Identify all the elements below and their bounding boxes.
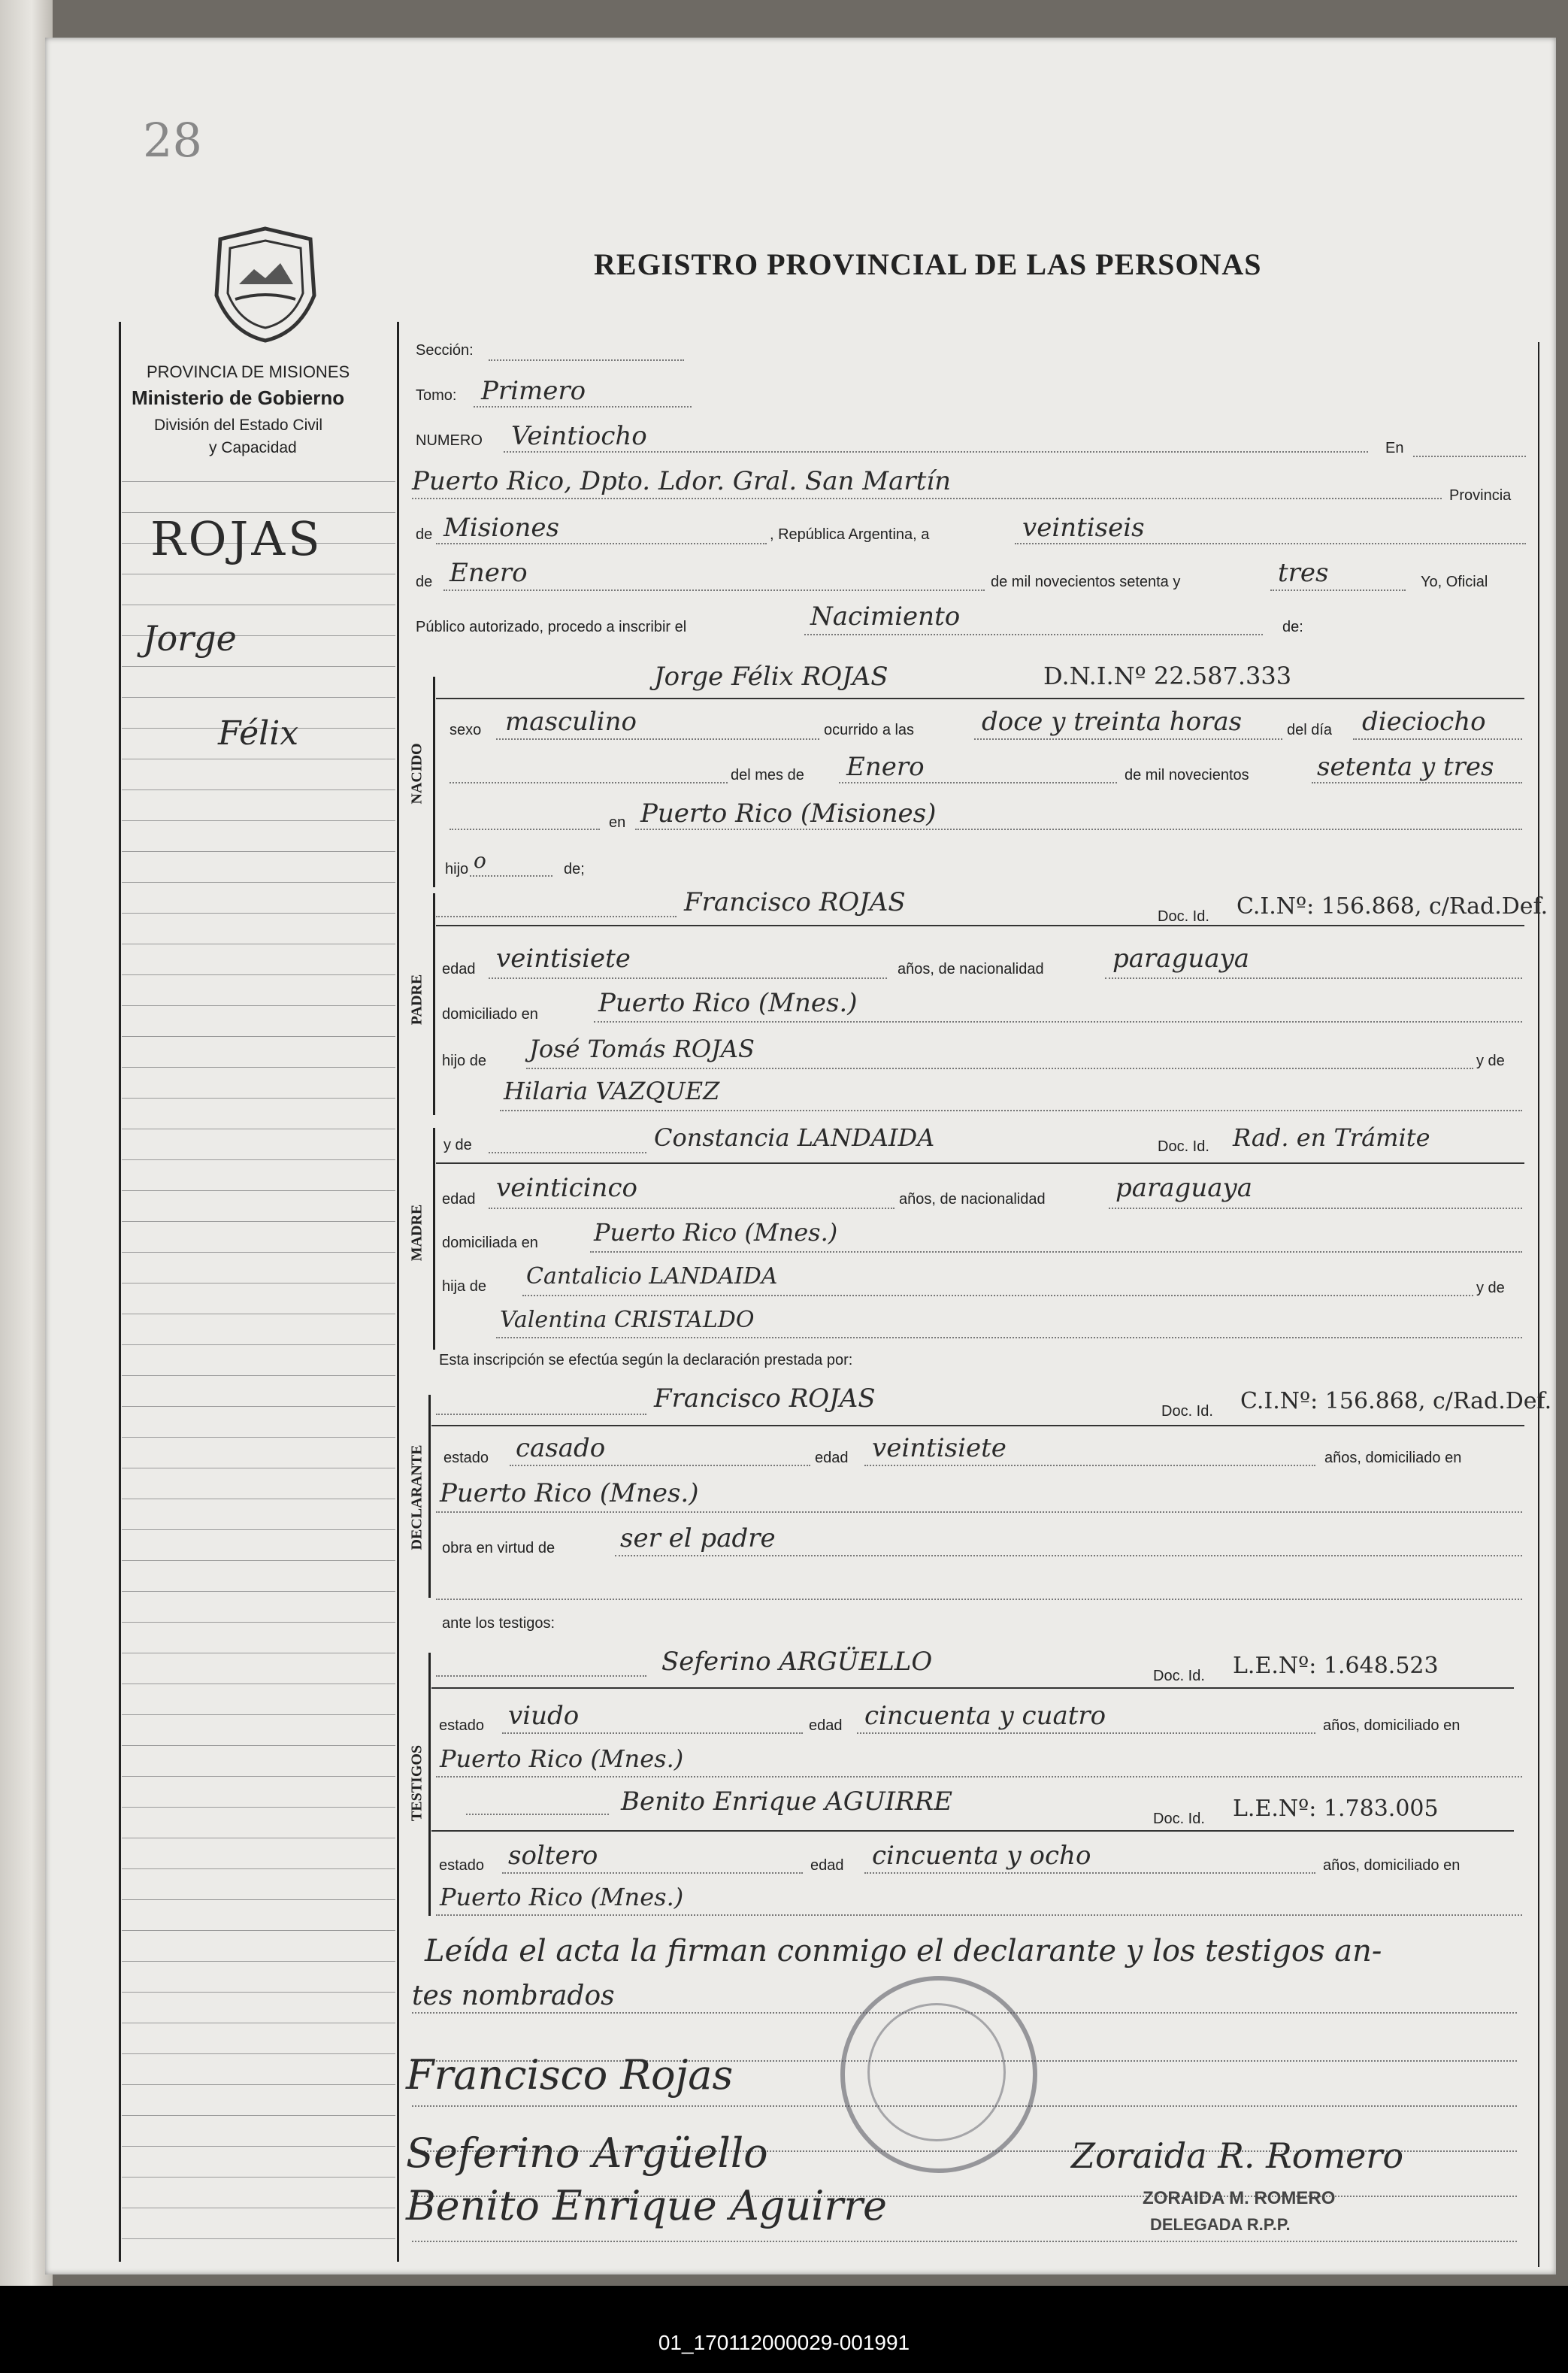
madre-hija-label: hija de (442, 1278, 486, 1295)
margin-surname: ROJAS (150, 511, 323, 566)
padre-bracket (433, 893, 435, 1115)
declarante-estado-value: casado (516, 1433, 606, 1463)
declarante-estado-line (510, 1465, 810, 1466)
testigo2-name-rule (431, 1830, 1514, 1832)
declarante-edad-line (864, 1465, 1315, 1466)
org-province: PROVINCIA DE MISIONES (147, 362, 350, 381)
margin-rule-line (122, 1406, 395, 1407)
en-lead-line (450, 829, 600, 830)
madre-edad-line (489, 1208, 894, 1209)
page-right-border (1538, 342, 1539, 2267)
margin-given-name-2: Félix (218, 714, 299, 753)
declarante-dom-line (436, 1511, 1522, 1513)
act-line (804, 634, 1263, 635)
sexo-label: sexo (450, 722, 482, 738)
org-capacity: y Capacidad (209, 439, 297, 456)
margin-rule-line (122, 1252, 395, 1253)
madre-father-value: Cantalicio LANDAIDA (526, 1263, 778, 1290)
testigo1-doc-label: Doc. Id. (1153, 1668, 1205, 1684)
margin-rule-line (122, 1591, 395, 1592)
madre-mother-value: Valentina CRISTALDO (500, 1307, 755, 1333)
padre-doc-value: C.I.Nº: 156.868, c/Rad.Def. (1237, 893, 1548, 920)
declarante-obra-value: ser el padre (620, 1523, 776, 1553)
testigo1-edad-label: edad (809, 1717, 843, 1734)
mes-label: del mes de (731, 767, 804, 783)
mes-value: Enero (846, 752, 925, 782)
testigo1-dom-line (436, 1776, 1522, 1777)
year-line (1270, 589, 1406, 591)
mil-label-nacido: de mil novecientos (1125, 767, 1249, 783)
margin-rule-line (122, 2177, 395, 2178)
testigo1-lead-line (436, 1675, 646, 1677)
testigo2-estado-line (502, 1872, 803, 1874)
place-line (412, 498, 1442, 499)
declarante-doc-label: Doc. Id. (1161, 1403, 1213, 1420)
padre-nac-line (1105, 977, 1522, 979)
hora-line (974, 738, 1282, 740)
testigo1-estado-value: viudo (508, 1701, 580, 1731)
testigo2-dom-line (436, 1914, 1522, 1916)
nacido-place-line (635, 829, 1522, 830)
madre-lead-line (489, 1152, 646, 1153)
province-line (436, 543, 767, 544)
sexo-value: masculino (505, 707, 637, 737)
ocurrido-label: ocurrido a las (824, 722, 915, 738)
margin-right-border (397, 322, 399, 2262)
madre-section-label: MADRE (408, 1204, 425, 1262)
de-label-1: de (416, 526, 433, 543)
numero-value: Veintiocho (511, 421, 647, 451)
declarante-obra-line (615, 1555, 1522, 1556)
de-label-2: de (416, 574, 433, 590)
testigo1-estado-label: estado (439, 1717, 485, 1734)
margin-rule-line (122, 1344, 395, 1345)
numero-label: NUMERO (416, 432, 483, 449)
madre-y-de-2: y de (1476, 1280, 1505, 1296)
day-value: veintiseis (1022, 513, 1145, 543)
margin-rule-line (122, 2146, 395, 2147)
madre-nac-label: años, de nacionalidad (899, 1191, 1046, 1208)
signature-testigo-2: Benito Enrique Aguirre (406, 2182, 888, 2229)
nacido-place-value: Puerto Rico (Misiones) (640, 799, 937, 829)
org-division: División del Estado Civil (154, 417, 323, 434)
margin-rule-line (122, 1868, 395, 1869)
closing-line-1: Leída el acta la firman conmigo el declarante y los testigos an- (425, 1934, 1382, 1968)
declarante-edad-value: veintisiete (872, 1433, 1006, 1463)
testigo2-edad-value: cincuenta y ocho (872, 1841, 1091, 1871)
margin-rule-line (122, 1776, 395, 1777)
yo-label: Yo, Oficial (1421, 574, 1488, 590)
margin-rule-line (122, 1807, 395, 1808)
nacido-name-rule (436, 698, 1524, 699)
margin-rule-line (122, 1714, 395, 1715)
madre-father-line (522, 1295, 1473, 1296)
margin-rule-line (122, 481, 395, 482)
testigo1-doc-value: L.E.Nº: 1.648.523 (1233, 1653, 1439, 1679)
declarante-dom-label: años, domiciliado en (1324, 1450, 1462, 1466)
declarante-edad-label: edad (815, 1450, 849, 1466)
madre-name-rule (436, 1162, 1524, 1164)
testigos-intro: ante los testigos: (442, 1615, 555, 1632)
padre-edad-label: edad (442, 961, 476, 977)
margin-rule-line (122, 789, 395, 790)
margin-rule-line (122, 1375, 395, 1376)
padre-nac-value: paraguaya (1112, 944, 1249, 974)
testigo2-doc-label: Doc. Id. (1153, 1811, 1205, 1827)
republica-label: , República Argentina, a (770, 526, 930, 543)
margin-left-border (119, 322, 121, 2262)
signature-rule-5 (412, 2241, 1517, 2242)
testigo2-lead-line (466, 1814, 609, 1815)
madre-nac-line (1109, 1208, 1522, 1209)
margin-rule-line (122, 1005, 395, 1006)
org-ministry: Ministerio de Gobierno (132, 386, 345, 409)
testigo2-estado-label: estado (439, 1857, 485, 1874)
nacido-year-line (1312, 782, 1522, 783)
de-colon-label: de: (1282, 619, 1303, 635)
sexo-line (496, 738, 819, 740)
margin-rule-line (122, 1961, 395, 1962)
declarante-lead-line (436, 1414, 646, 1415)
signature-officer: Zoraida R. Romero (1071, 2135, 1404, 2176)
hijo-value: o (474, 848, 486, 873)
margin-rule-line (122, 1992, 395, 1993)
madre-dom-value: Puerto Rico (Mnes.) (594, 1218, 838, 1247)
margin-rule-line (122, 697, 395, 698)
testigo2-dom-value: Puerto Rico (Mnes.) (440, 1883, 684, 1911)
margin-rule-line (122, 2238, 395, 2239)
declarante-name-value: Francisco ROJAS (654, 1383, 876, 1414)
declarante-name-rule (431, 1425, 1524, 1426)
nacido-dni-value: D.N.I.Nº 22.587.333 (1043, 662, 1292, 690)
padre-nac-label: años, de nacionalidad (898, 961, 1044, 977)
officer-title: DELEGADA R.P.P. (1150, 2215, 1291, 2234)
padre-dom-label: domiciliado en (442, 1006, 538, 1023)
margin-rule-line (122, 2053, 395, 2054)
seccion-label: Sección: (416, 342, 474, 359)
nacido-en-label: en (609, 814, 626, 831)
madre-dom-line (590, 1251, 1522, 1253)
madre-y-de: y de (443, 1137, 472, 1153)
testigos-bracket (428, 1653, 431, 1916)
testigos-section-label: TESTIGOS (408, 1744, 425, 1822)
nacido-year-value: setenta y tres (1317, 752, 1494, 782)
declarante-doc-value: C.I.Nº: 156.868, c/Rad.Def. (1240, 1388, 1552, 1414)
declarante-bracket (428, 1395, 431, 1598)
hijo-de-label: de; (564, 861, 585, 877)
declarante-intro: Esta inscripción se efectúa según la declaración prestada por: (439, 1352, 853, 1368)
dia-label: del día (1287, 722, 1333, 738)
place-value: Puerto Rico, Dpto. Ldor. Gral. San Martín (412, 466, 952, 496)
margin-rule-line (122, 1745, 395, 1746)
mil-label: de mil novecientos setenta y (991, 574, 1181, 590)
testigo2-edad-label: edad (810, 1857, 844, 1874)
file-id: 01_170112000029-001991 (658, 2331, 910, 2354)
footer-bar (0, 2286, 1568, 2373)
padre-dom-line (594, 1021, 1522, 1023)
padre-doc-label: Doc. Id. (1158, 908, 1209, 925)
month-value: Enero (450, 558, 528, 588)
margin-rule-line (122, 1529, 395, 1530)
dia-line (1353, 738, 1522, 740)
mes-lead-line (450, 782, 728, 783)
madre-dom-label: domiciliada en (442, 1235, 538, 1251)
provincia-label: Provincia (1449, 487, 1512, 504)
document-title: REGISTRO PROVINCIAL DE LAS PERSONAS (594, 247, 1262, 281)
publico-label: Público autorizado, procedo a inscribir el (416, 619, 687, 635)
month-line (443, 589, 985, 591)
margin-rule-line (122, 2115, 395, 2116)
testigo2-doc-value: L.E.Nº: 1.783.005 (1233, 1796, 1439, 1822)
margin-rule-line (122, 1190, 395, 1191)
padre-father-value: José Tomás ROJAS (529, 1035, 755, 1063)
madre-edad-label: edad (442, 1191, 476, 1208)
testigo1-estado-line (502, 1732, 803, 1734)
signature-declarante: Francisco Rojas (406, 2051, 734, 2099)
seccion-line (489, 359, 684, 361)
testigo1-edad-value: cincuenta y cuatro (864, 1701, 1106, 1731)
provincial-seal-icon (209, 224, 322, 344)
margin-rule-line (122, 1930, 395, 1931)
margin-rule-line (122, 1437, 395, 1438)
tomo-value: Primero (481, 376, 586, 406)
testigo1-name-value: Seferino ARGÜELLO (661, 1647, 933, 1677)
page-number: 28 (143, 113, 202, 168)
padre-name-value: Francisco ROJAS (684, 887, 906, 917)
margin-rule-line (122, 1067, 395, 1068)
signature-testigo-1: Seferino Argüello (406, 2129, 768, 2177)
padre-mother-value: Hilaria VAZQUEZ (504, 1077, 720, 1105)
testigo2-name-value: Benito Enrique AGUIRRE (621, 1787, 953, 1817)
mes-line (839, 782, 1117, 783)
padre-edad-line (489, 977, 887, 979)
numero-line (504, 451, 1368, 453)
closing-line-2: tes nombrados (412, 1981, 615, 2011)
margin-rule-line (122, 1098, 395, 1099)
tomo-line (474, 406, 692, 408)
nacido-section-label: NACIDO (408, 743, 425, 805)
madre-bracket (433, 1128, 435, 1350)
madre-doc-value: Rad. en Trámite (1233, 1123, 1430, 1152)
testigo1-dom-label: años, domiciliado en (1323, 1717, 1461, 1734)
margin-rule-line (122, 882, 395, 883)
hijo-label: hijo (445, 861, 469, 877)
testigo1-dom-value: Puerto Rico (Mnes.) (440, 1744, 684, 1773)
madre-mother-line (496, 1337, 1522, 1338)
padre-father-line (526, 1068, 1473, 1069)
declarante-estado-label: estado (443, 1450, 489, 1466)
padre-hijo-label: hijo de (442, 1053, 486, 1069)
padre-section-label: PADRE (408, 974, 425, 1026)
padre-edad-value: veintisiete (496, 944, 631, 974)
en-label: En (1385, 440, 1404, 456)
padre-dom-value: Puerto Rico (Mnes.) (598, 988, 858, 1018)
tomo-label: Tomo: (416, 387, 457, 404)
hijo-line (470, 875, 552, 877)
year-value: tres (1278, 558, 1329, 588)
en-line (1413, 456, 1526, 457)
official-stamp (840, 1976, 1037, 2173)
margin-rule-line (122, 851, 395, 852)
official-stamp-inner-ring (867, 2003, 1006, 2141)
madre-name-value: Constancia LANDAIDA (654, 1123, 935, 1152)
padre-mother-line (500, 1110, 1522, 1111)
day-line (1015, 543, 1526, 544)
margin-rule-line (122, 2084, 395, 2085)
testigo2-estado-value: soltero (508, 1841, 598, 1871)
testigo2-edad-line (864, 1872, 1315, 1874)
margin-rule-line (122, 666, 395, 667)
margin-rule-line (122, 1899, 395, 1900)
testigo1-name-rule (431, 1687, 1514, 1689)
margin-rule-line (122, 974, 395, 975)
testigo2-dom-label: años, domiciliado en (1323, 1857, 1461, 1874)
madre-doc-label: Doc. Id. (1158, 1138, 1209, 1155)
margin-rule-line (122, 913, 395, 914)
margin-rule-line (122, 1560, 395, 1561)
padre-lead-line (436, 916, 677, 917)
madre-edad-value: veinticinco (496, 1173, 637, 1203)
declarante-dom-value: Puerto Rico (Mnes.) (440, 1478, 699, 1508)
margin-rule-line (122, 1036, 395, 1037)
margin-rule-line (122, 1622, 395, 1623)
nacido-bracket (433, 677, 435, 887)
officer-name: ZORAIDA M. ROMERO (1143, 2188, 1336, 2208)
nacido-name-value: Jorge Félix ROJAS (654, 662, 888, 692)
province-value: Misiones (443, 513, 559, 543)
margin-rule-line (122, 1221, 395, 1222)
testigo1-edad-line (857, 1732, 1315, 1734)
padre-name-rule (436, 925, 1524, 926)
declarante-obra-label: obra en virtud de (442, 1540, 555, 1556)
margin-rule-line (122, 1159, 395, 1160)
madre-nac-value: paraguaya (1115, 1173, 1252, 1203)
declarante-extra-line (436, 1599, 1522, 1600)
padre-y-de: y de (1476, 1053, 1505, 1069)
margin-rule-line (122, 820, 395, 821)
declarante-section-label: DECLARANTE (408, 1444, 425, 1550)
hora-value: doce y treinta horas (982, 707, 1243, 737)
margin-given-name-1: Jorge (143, 618, 237, 659)
dia-value: dieciocho (1362, 707, 1486, 737)
act-value: Nacimiento (810, 602, 961, 632)
